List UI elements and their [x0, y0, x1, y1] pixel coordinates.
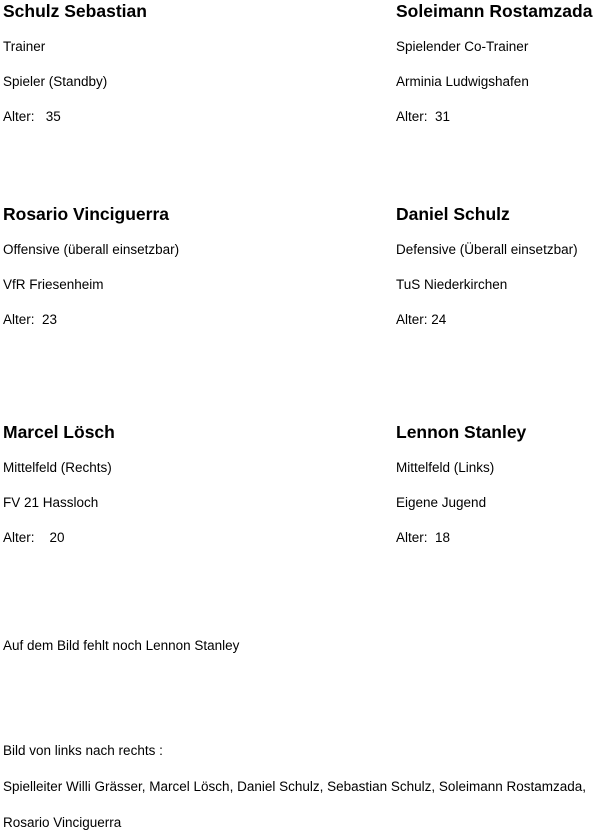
player-role: Trainer	[3, 39, 46, 54]
player-card-marcel-loesch	[3, 421, 263, 545]
player-name: Soleimann Rostamzada	[396, 1, 593, 21]
player-age: Alter: 24	[396, 312, 447, 327]
player-card-lennon-stanley	[396, 421, 600, 545]
player-name: Marcel Lösch	[3, 422, 115, 442]
player-club: VfR Friesenheim	[3, 277, 104, 292]
player-club: TuS Niederkirchen	[396, 277, 508, 292]
player-age: Alter: 35	[3, 109, 61, 124]
player-card-soleimann-rostamzada	[396, 0, 600, 124]
player-card-daniel-schulz	[396, 203, 600, 327]
player-club: Spieler (Standby)	[3, 74, 108, 89]
player-name: Daniel Schulz	[396, 204, 510, 224]
player-club: Arminia Ludwigshafen	[396, 74, 529, 89]
photo-caption-heading: Bild von links nach rechts :	[3, 743, 163, 758]
player-age: Alter: 20	[3, 530, 65, 545]
photo-caption-line: Spielleiter Willi Grässer, Marcel Lösch, Daniel Schulz, Sebastian Schulz, Soleimann Rostamzada,	[3, 779, 587, 794]
player-age: Alter: 31	[396, 109, 451, 124]
player-name: Rosario Vinciguerra	[3, 204, 169, 224]
player-age: Alter: 23	[3, 312, 58, 327]
player-position: Offensive (überall einsetzbar)	[3, 242, 180, 257]
player-position: Mittelfeld (Rechts)	[3, 460, 112, 475]
missing-player-note: Auf dem Bild fehlt noch Lennon Stanley	[3, 638, 240, 653]
player-card-schulz-sebastian	[3, 0, 263, 124]
player-position: Defensive (Überall einsetzbar)	[396, 242, 578, 257]
photo-caption-line: Rosario Vinciguerra	[3, 815, 122, 830]
player-name: Schulz Sebastian	[3, 1, 147, 21]
player-name: Lennon Stanley	[396, 422, 527, 442]
player-club: FV 21 Hassloch	[3, 495, 99, 510]
player-age: Alter: 18	[396, 530, 451, 545]
player-club: Eigene Jugend	[396, 495, 487, 510]
player-role: Spielender Co-Trainer	[396, 39, 529, 54]
player-card-rosario-vinciguerra	[3, 203, 263, 327]
player-position: Mittelfeld (Links)	[396, 460, 495, 475]
